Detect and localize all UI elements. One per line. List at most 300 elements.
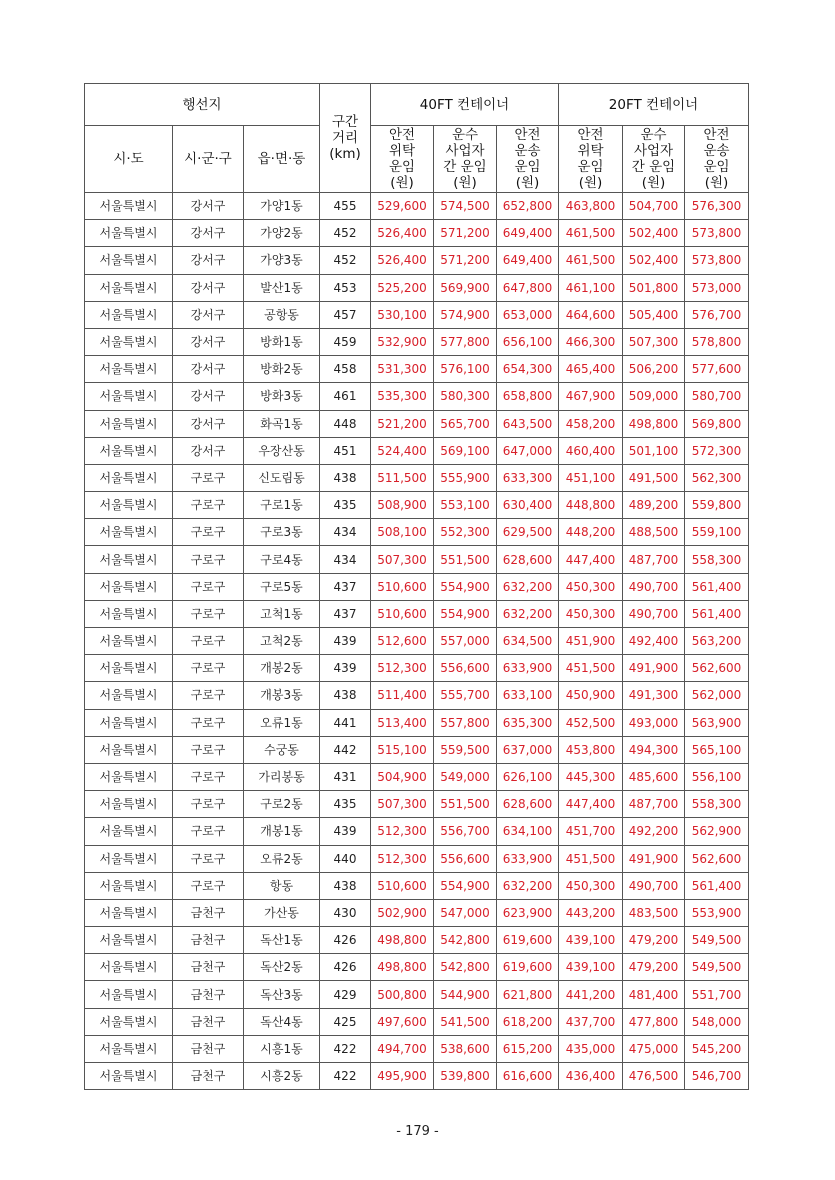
ft20-transport-rate-cell: 558,300: [685, 791, 749, 818]
ft20-consign-rate-cell: 450,300: [559, 600, 623, 627]
header-line: 운송: [514, 143, 541, 159]
ft20-between-carriers-rate-cell: 494,300: [623, 736, 685, 763]
ft40-transport-rate-cell: 649,400: [497, 247, 559, 274]
distance-cell: 458: [320, 356, 371, 383]
ft40-consign-rate-cell: 510,600: [371, 600, 434, 627]
ft20-between-carriers-rate-cell: 487,700: [623, 791, 685, 818]
sigungu-cell: 구로구: [173, 872, 244, 899]
ft20-consign-rate-cell: 463,800: [559, 193, 623, 220]
header-line: 간 운임: [631, 159, 676, 175]
ft20-between-carriers-rate-cell: 509,000: [623, 383, 685, 410]
ft40-transport-rate-cell: 634,500: [497, 628, 559, 655]
distance-cell: 430: [320, 899, 371, 926]
ft40-transport-rate-cell: 635,300: [497, 709, 559, 736]
ft20-between-carriers-rate-cell: 501,800: [623, 274, 685, 301]
ft40-between-carriers-rate-cell: 551,500: [434, 791, 497, 818]
ft20-consign-rate-cell: 451,500: [559, 845, 623, 872]
ft40-between-carriers-rate-cell: 574,900: [434, 301, 497, 328]
ft40-consign-rate-cell: 515,100: [371, 736, 434, 763]
ft40-transport-rate-cell: 637,000: [497, 736, 559, 763]
table-row: [85, 682, 749, 709]
sigungu-cell: 구로구: [173, 791, 244, 818]
ft20-consign-rate-cell: 453,800: [559, 736, 623, 763]
ft20-transport-rate-cell: 563,900: [685, 709, 749, 736]
ft20-consign-rate-cell: 439,100: [559, 954, 623, 981]
ft20-transport-rate-cell: 558,300: [685, 546, 749, 573]
distance-cell: 426: [320, 927, 371, 954]
table-row: [85, 410, 749, 437]
ft20-between-carriers-rate-cell: 493,000: [623, 709, 685, 736]
ft20-transport-rate-cell: 546,700: [685, 1063, 749, 1090]
sigungu-cell: 강서구: [173, 220, 244, 247]
sigungu-cell: 강서구: [173, 193, 244, 220]
ft40-transport-rate-cell: 621,800: [497, 981, 559, 1008]
eupmyeondong-cell: 시흥1동: [244, 1035, 320, 1062]
ft20-transport-rate-cell: 545,200: [685, 1035, 749, 1062]
ft20-between-carriers-rate-cell: 489,200: [623, 492, 685, 519]
sigungu-cell: 구로구: [173, 628, 244, 655]
eupmyeondong-cell: 화곡1동: [244, 410, 320, 437]
ft20-between-carriers-rate-cell: 488,500: [623, 519, 685, 546]
header-line: 안전: [577, 127, 604, 143]
ft40-between-carriers-rate-cell: 556,600: [434, 655, 497, 682]
table-row: [85, 709, 749, 736]
ft40-transport-rate-cell: 647,000: [497, 437, 559, 464]
table-row: [85, 1008, 749, 1035]
header-line: 운임: [388, 159, 416, 175]
ft20-between-carriers-rate-cell: 476,500: [623, 1063, 685, 1090]
ft20-transport-rate-cell: 562,000: [685, 682, 749, 709]
distance-cell: 435: [320, 791, 371, 818]
table-row: [85, 328, 749, 355]
ft40-transport-rate-cell: 656,100: [497, 328, 559, 355]
ft40-consign-rate-cell: 512,300: [371, 818, 434, 845]
ft40-between-carriers-rate-cell: 559,500: [434, 736, 497, 763]
freight-rate-table: [84, 83, 749, 1090]
ft20-consign-rate-cell: 464,600: [559, 301, 623, 328]
ft40-between-carriers-rate-cell: 571,200: [434, 220, 497, 247]
distance-header: [320, 84, 371, 193]
table-row: [85, 763, 749, 790]
ft20-between-carriers-rate-cell: 475,000: [623, 1035, 685, 1062]
ft40-transport-rate-cell: 649,400: [497, 220, 559, 247]
ft40-between-carriers-rate-cell: 553,100: [434, 492, 497, 519]
eupmyeondong-cell: 독산1동: [244, 927, 320, 954]
ft40-consign-rate-cell: 512,300: [371, 655, 434, 682]
header-line: 간 운임: [443, 159, 487, 175]
ft40-between-carriers-rate-cell: 554,900: [434, 600, 497, 627]
header-line: 운수: [451, 127, 479, 143]
ft40-consign-rate-cell: 508,100: [371, 519, 434, 546]
ft40-transport-rate-cell: 643,500: [497, 410, 559, 437]
eupmyeondong-cell: 방화1동: [244, 328, 320, 355]
ft40-consign-rate-cell: 500,800: [371, 981, 434, 1008]
ft40-transport-rate-cell: 632,200: [497, 600, 559, 627]
ft20-between-carriers-rate-cell: 490,700: [623, 872, 685, 899]
ft20-transport-rate-cell: 562,900: [685, 818, 749, 845]
eupmyeondong-cell: 공항동: [244, 301, 320, 328]
ft20-consign-rate-cell: 451,700: [559, 818, 623, 845]
sigungu-cell: 강서구: [173, 328, 244, 355]
header-line: 운임: [577, 159, 604, 175]
distance-cell: 438: [320, 682, 371, 709]
ft20-between-carriers-rate-cell: 502,400: [623, 247, 685, 274]
sigungu-cell: 구로구: [173, 546, 244, 573]
ft20-between-carriers-rate-cell: 504,700: [623, 193, 685, 220]
ft20-header: 20FT 컨테이너: [559, 84, 749, 126]
ft40-between-carriers-rate-cell: 565,700: [434, 410, 497, 437]
eupmyeondong-cell: 오류1동: [244, 709, 320, 736]
ft20-consign-rate-cell: 461,500: [559, 247, 623, 274]
sido-header: 시·도: [85, 126, 173, 193]
eupmyeondong-cell: 독산4동: [244, 1008, 320, 1035]
ft20-between-carriers-rate-cell: 492,200: [623, 818, 685, 845]
header-line: (원): [390, 175, 414, 191]
distance-cell: 439: [320, 655, 371, 682]
ft20-transport-rate-cell: 572,300: [685, 437, 749, 464]
distance-cell: 452: [320, 220, 371, 247]
eupmyeondong-cell: 가양3동: [244, 247, 320, 274]
sido-cell: 서울특별시: [85, 383, 173, 410]
sido-cell: 서울특별시: [85, 899, 173, 926]
table-row: [85, 736, 749, 763]
distance-cell: 448: [320, 410, 371, 437]
ft20-consign-rate-cell: 448,200: [559, 519, 623, 546]
header-line: (원): [515, 175, 540, 191]
eupmyeondong-cell: 구로4동: [244, 546, 320, 573]
distance-cell: 441: [320, 709, 371, 736]
sido-cell: 서울특별시: [85, 682, 173, 709]
eupmyeondong-cell: 방화3동: [244, 383, 320, 410]
ft20-between-carriers-rate-cell: 506,200: [623, 356, 685, 383]
ft20-consign-rate-cell: 460,400: [559, 437, 623, 464]
ft40-consign-rate-cell: 494,700: [371, 1035, 434, 1062]
distance-cell: 426: [320, 954, 371, 981]
sigungu-cell: 금천구: [173, 1035, 244, 1062]
sido-cell: 서울특별시: [85, 628, 173, 655]
distance-cell: 437: [320, 600, 371, 627]
ft40-between-carriers-rate-cell: 557,000: [434, 628, 497, 655]
sigungu-cell: 강서구: [173, 247, 244, 274]
ft20-consign-rate-cell: 447,400: [559, 791, 623, 818]
eupmyeondong-cell: 가양1동: [244, 193, 320, 220]
ft20-transport-rate-cell: 548,000: [685, 1008, 749, 1035]
table-row: [85, 546, 749, 573]
distance-cell: 435: [320, 492, 371, 519]
sido-cell: 서울특별시: [85, 519, 173, 546]
ft40-transport-rate-cell: 633,900: [497, 845, 559, 872]
distance-cell: 451: [320, 437, 371, 464]
table-row: [85, 927, 749, 954]
ft40-between-carriers-rate-cell: 555,900: [434, 464, 497, 491]
ft40-consign-rate-cell: 521,200: [371, 410, 434, 437]
eupmyeondong-cell: 발산1동: [244, 274, 320, 301]
distance-cell: 431: [320, 763, 371, 790]
table-row: [85, 791, 749, 818]
sido-cell: 서울특별시: [85, 954, 173, 981]
ft40-between-carriers-rate-cell: 538,600: [434, 1035, 497, 1062]
sigungu-cell: 구로구: [173, 519, 244, 546]
ft20-transport-rate-cell: 562,300: [685, 464, 749, 491]
ft40-consign-rate-cell: 531,300: [371, 356, 434, 383]
ft40-transport-rate-cell: 632,200: [497, 573, 559, 600]
sido-cell: 서울특별시: [85, 763, 173, 790]
ft20-between-carriers-rate-cell: 491,900: [623, 845, 685, 872]
ft20-consign-rate-cell: 467,900: [559, 383, 623, 410]
sido-cell: 서울특별시: [85, 410, 173, 437]
eupmyeondong-cell: 독산2동: [244, 954, 320, 981]
table-body: [85, 193, 749, 1090]
ft20-transport-rate-cell: 580,700: [685, 383, 749, 410]
ft20-consign-rate-cell: 435,000: [559, 1035, 623, 1062]
ft40-between-carriers-rate-cell: 552,300: [434, 519, 497, 546]
ft20-between-carriers-rate-cell: 483,500: [623, 899, 685, 926]
eupmyeondong-cell: 수궁동: [244, 736, 320, 763]
ft20-transport-rate-cell: 549,500: [685, 927, 749, 954]
ft40-consign-rate-cell: 504,900: [371, 763, 434, 790]
distance-cell: 438: [320, 872, 371, 899]
distance-cell: 425: [320, 1008, 371, 1035]
ft40-consign-rate-header: [371, 126, 434, 193]
table-row: [85, 220, 749, 247]
ft40-transport-rate-cell: 658,800: [497, 383, 559, 410]
ft20-transport-rate-cell: 561,400: [685, 573, 749, 600]
ft40-consign-rate-cell: 497,600: [371, 1008, 434, 1035]
eupmyeondong-cell: 구로5동: [244, 573, 320, 600]
ft20-consign-rate-cell: 445,300: [559, 763, 623, 790]
eupmyeondong-cell: 독산3동: [244, 981, 320, 1008]
distance-cell: 452: [320, 247, 371, 274]
eupmyeondong-cell: 신도림동: [244, 464, 320, 491]
ft20-consign-rate-cell: 437,700: [559, 1008, 623, 1035]
ft20-between-carriers-rate-cell: 491,300: [623, 682, 685, 709]
ft20-consign-rate-header: [559, 126, 623, 193]
ft40-between-carriers-rate-cell: 554,900: [434, 872, 497, 899]
ft20-consign-rate-cell: 450,900: [559, 682, 623, 709]
sido-cell: 서울특별시: [85, 818, 173, 845]
sido-cell: 서울특별시: [85, 492, 173, 519]
ft20-consign-rate-cell: 458,200: [559, 410, 623, 437]
ft40-transport-rate-cell: 633,900: [497, 655, 559, 682]
sido-cell: 서울특별시: [85, 546, 173, 573]
sido-cell: 서울특별시: [85, 247, 173, 274]
distance-cell: 422: [320, 1063, 371, 1090]
ft40-consign-rate-cell: 513,400: [371, 709, 434, 736]
ft40-between-carriers-rate-cell: 556,600: [434, 845, 497, 872]
ft20-transport-rate-cell: 559,800: [685, 492, 749, 519]
ft20-between-carriers-rate-cell: 487,700: [623, 546, 685, 573]
ft40-transport-rate-cell: 619,600: [497, 954, 559, 981]
ft20-consign-rate-cell: 466,300: [559, 328, 623, 355]
sido-cell: 서울특별시: [85, 274, 173, 301]
sido-cell: 서울특별시: [85, 845, 173, 872]
ft40-between-carriers-rate-cell: 549,000: [434, 763, 497, 790]
ft20-transport-rate-header: [685, 126, 749, 193]
ft20-consign-rate-cell: 450,300: [559, 872, 623, 899]
ft40-between-carriers-rate-cell: 576,100: [434, 356, 497, 383]
sigungu-cell: 강서구: [173, 301, 244, 328]
sigungu-cell: 금천구: [173, 1008, 244, 1035]
ft40-transport-rate-cell: 634,100: [497, 818, 559, 845]
ft20-between-carriers-rate-cell: 502,400: [623, 220, 685, 247]
ft40-consign-rate-cell: 510,600: [371, 872, 434, 899]
ft40-consign-rate-cell: 529,600: [371, 193, 434, 220]
ft20-transport-rate-cell: 553,900: [685, 899, 749, 926]
sido-cell: 서울특별시: [85, 193, 173, 220]
distance-cell: 438: [320, 464, 371, 491]
distance-header-line: (km): [329, 146, 361, 162]
destination-header: 행선지: [85, 84, 320, 126]
ft40-transport-rate-cell: 619,600: [497, 927, 559, 954]
distance-cell: 422: [320, 1035, 371, 1062]
ft20-between-carriers-rate-cell: 490,700: [623, 600, 685, 627]
header-line: 사업자: [633, 143, 674, 159]
ft40-between-carriers-rate-cell: 569,900: [434, 274, 497, 301]
distance-cell: 442: [320, 736, 371, 763]
table-row: [85, 247, 749, 274]
ft40-transport-rate-cell: 626,100: [497, 763, 559, 790]
sigungu-cell: 금천구: [173, 954, 244, 981]
eupmyeondong-cell: 우장산동: [244, 437, 320, 464]
sido-cell: 서울특별시: [85, 1063, 173, 1090]
eupmyeondong-cell: 가양2동: [244, 220, 320, 247]
table-row: [85, 437, 749, 464]
ft40-consign-rate-cell: 535,300: [371, 383, 434, 410]
ft40-consign-rate-cell: 507,300: [371, 791, 434, 818]
ft40-header: 40FT 컨테이너: [371, 84, 559, 126]
table-row: [85, 655, 749, 682]
ft40-transport-rate-cell: 654,300: [497, 356, 559, 383]
ft20-between-carriers-rate-cell: 479,200: [623, 927, 685, 954]
ft20-between-carriers-rate-cell: 498,800: [623, 410, 685, 437]
sigungu-header: 시·군·구: [173, 126, 244, 193]
distance-cell: 453: [320, 274, 371, 301]
ft40-transport-rate-cell: 615,200: [497, 1035, 559, 1062]
distance-cell: 434: [320, 519, 371, 546]
ft40-transport-rate-cell: 633,300: [497, 464, 559, 491]
distance-cell: 439: [320, 628, 371, 655]
distance-cell: 440: [320, 845, 371, 872]
ft40-consign-rate-cell: 508,900: [371, 492, 434, 519]
table-row: [85, 573, 749, 600]
distance-cell: 429: [320, 981, 371, 1008]
eupmyeondong-cell: 개봉1동: [244, 818, 320, 845]
ft20-between-carriers-rate-cell: 485,600: [623, 763, 685, 790]
ft40-consign-rate-cell: 524,400: [371, 437, 434, 464]
sido-cell: 서울특별시: [85, 1008, 173, 1035]
sigungu-cell: 강서구: [173, 356, 244, 383]
sigungu-cell: 강서구: [173, 383, 244, 410]
header-line: 안전: [388, 127, 416, 143]
ft20-transport-rate-cell: 573,800: [685, 247, 749, 274]
ft40-between-carriers-rate-cell: 569,100: [434, 437, 497, 464]
header-line: 위탁: [577, 143, 604, 159]
ft20-between-carriers-rate-cell: 491,900: [623, 655, 685, 682]
ft20-between-carriers-rate-cell: 479,200: [623, 954, 685, 981]
ft20-transport-rate-cell: 576,300: [685, 193, 749, 220]
sigungu-cell: 금천구: [173, 1063, 244, 1090]
ft20-consign-rate-cell: 452,500: [559, 709, 623, 736]
sido-cell: 서울특별시: [85, 356, 173, 383]
ft40-between-carriers-rate-cell: 542,800: [434, 927, 497, 954]
ft20-transport-rate-cell: 563,200: [685, 628, 749, 655]
ft20-between-carriers-rate-cell: 505,400: [623, 301, 685, 328]
table-row: [85, 464, 749, 491]
page-number: - 179 -: [396, 1124, 439, 1139]
ft20-consign-rate-cell: 443,200: [559, 899, 623, 926]
ft40-consign-rate-cell: 512,600: [371, 628, 434, 655]
ft20-between-carriers-rate-cell: 501,100: [623, 437, 685, 464]
eupmyeondong-cell: 오류2동: [244, 845, 320, 872]
sigungu-cell: 구로구: [173, 492, 244, 519]
header-line: (원): [453, 175, 477, 191]
ft20-transport-rate-cell: 551,700: [685, 981, 749, 1008]
ft20-consign-rate-cell: 461,100: [559, 274, 623, 301]
header-line: (원): [578, 175, 603, 191]
sigungu-cell: 구로구: [173, 682, 244, 709]
ft40-consign-rate-cell: 526,400: [371, 220, 434, 247]
sigungu-cell: 구로구: [173, 709, 244, 736]
distance-cell: 434: [320, 546, 371, 573]
distance-header-line: 거리: [331, 130, 359, 146]
ft20-transport-rate-cell: 549,500: [685, 954, 749, 981]
sido-cell: 서울특별시: [85, 464, 173, 491]
sido-cell: 서울특별시: [85, 981, 173, 1008]
ft40-between-carriers-rate-cell: 542,800: [434, 954, 497, 981]
ft40-consign-rate-cell: 495,900: [371, 1063, 434, 1090]
ft40-consign-rate-cell: 498,800: [371, 927, 434, 954]
ft20-transport-rate-cell: 573,800: [685, 220, 749, 247]
table-row: [85, 1035, 749, 1062]
ft40-between-carriers-rate-cell: 554,900: [434, 573, 497, 600]
table-row: [85, 301, 749, 328]
ft40-transport-rate-cell: 652,800: [497, 193, 559, 220]
ft20-transport-rate-cell: 576,700: [685, 301, 749, 328]
ft40-between-carriers-rate-cell: 547,000: [434, 899, 497, 926]
ft20-transport-rate-cell: 569,800: [685, 410, 749, 437]
ft20-consign-rate-cell: 461,500: [559, 220, 623, 247]
sido-cell: 서울특별시: [85, 600, 173, 627]
ft20-between-carriers-rate-header: [623, 126, 685, 193]
ft20-consign-rate-cell: 447,400: [559, 546, 623, 573]
ft40-transport-rate-cell: 632,200: [497, 872, 559, 899]
sigungu-cell: 구로구: [173, 573, 244, 600]
ft40-between-carriers-rate-cell: 556,700: [434, 818, 497, 845]
eupmyeondong-cell: 개봉2동: [244, 655, 320, 682]
ft40-between-carriers-rate-cell: 539,800: [434, 1063, 497, 1090]
ft40-transport-rate-cell: 653,000: [497, 301, 559, 328]
eupmyeondong-cell: 개봉3동: [244, 682, 320, 709]
eupmyeondong-cell: 방화2동: [244, 356, 320, 383]
sido-cell: 서울특별시: [85, 301, 173, 328]
sigungu-cell: 금천구: [173, 981, 244, 1008]
ft20-transport-rate-cell: 559,100: [685, 519, 749, 546]
ft20-between-carriers-rate-cell: 491,500: [623, 464, 685, 491]
distance-cell: 461: [320, 383, 371, 410]
sigungu-cell: 구로구: [173, 655, 244, 682]
header-line: 운수: [640, 127, 667, 143]
header-line: 운송: [703, 143, 730, 159]
ft40-between-carriers-rate-cell: 557,800: [434, 709, 497, 736]
sido-cell: 서울특별시: [85, 655, 173, 682]
ft40-transport-rate-cell: 629,500: [497, 519, 559, 546]
ft40-consign-rate-cell: 532,900: [371, 328, 434, 355]
header-line: 운임: [703, 159, 730, 175]
ft20-consign-rate-cell: 439,100: [559, 927, 623, 954]
table-row: [85, 600, 749, 627]
table-row: [85, 899, 749, 926]
ft40-consign-rate-cell: 498,800: [371, 954, 434, 981]
